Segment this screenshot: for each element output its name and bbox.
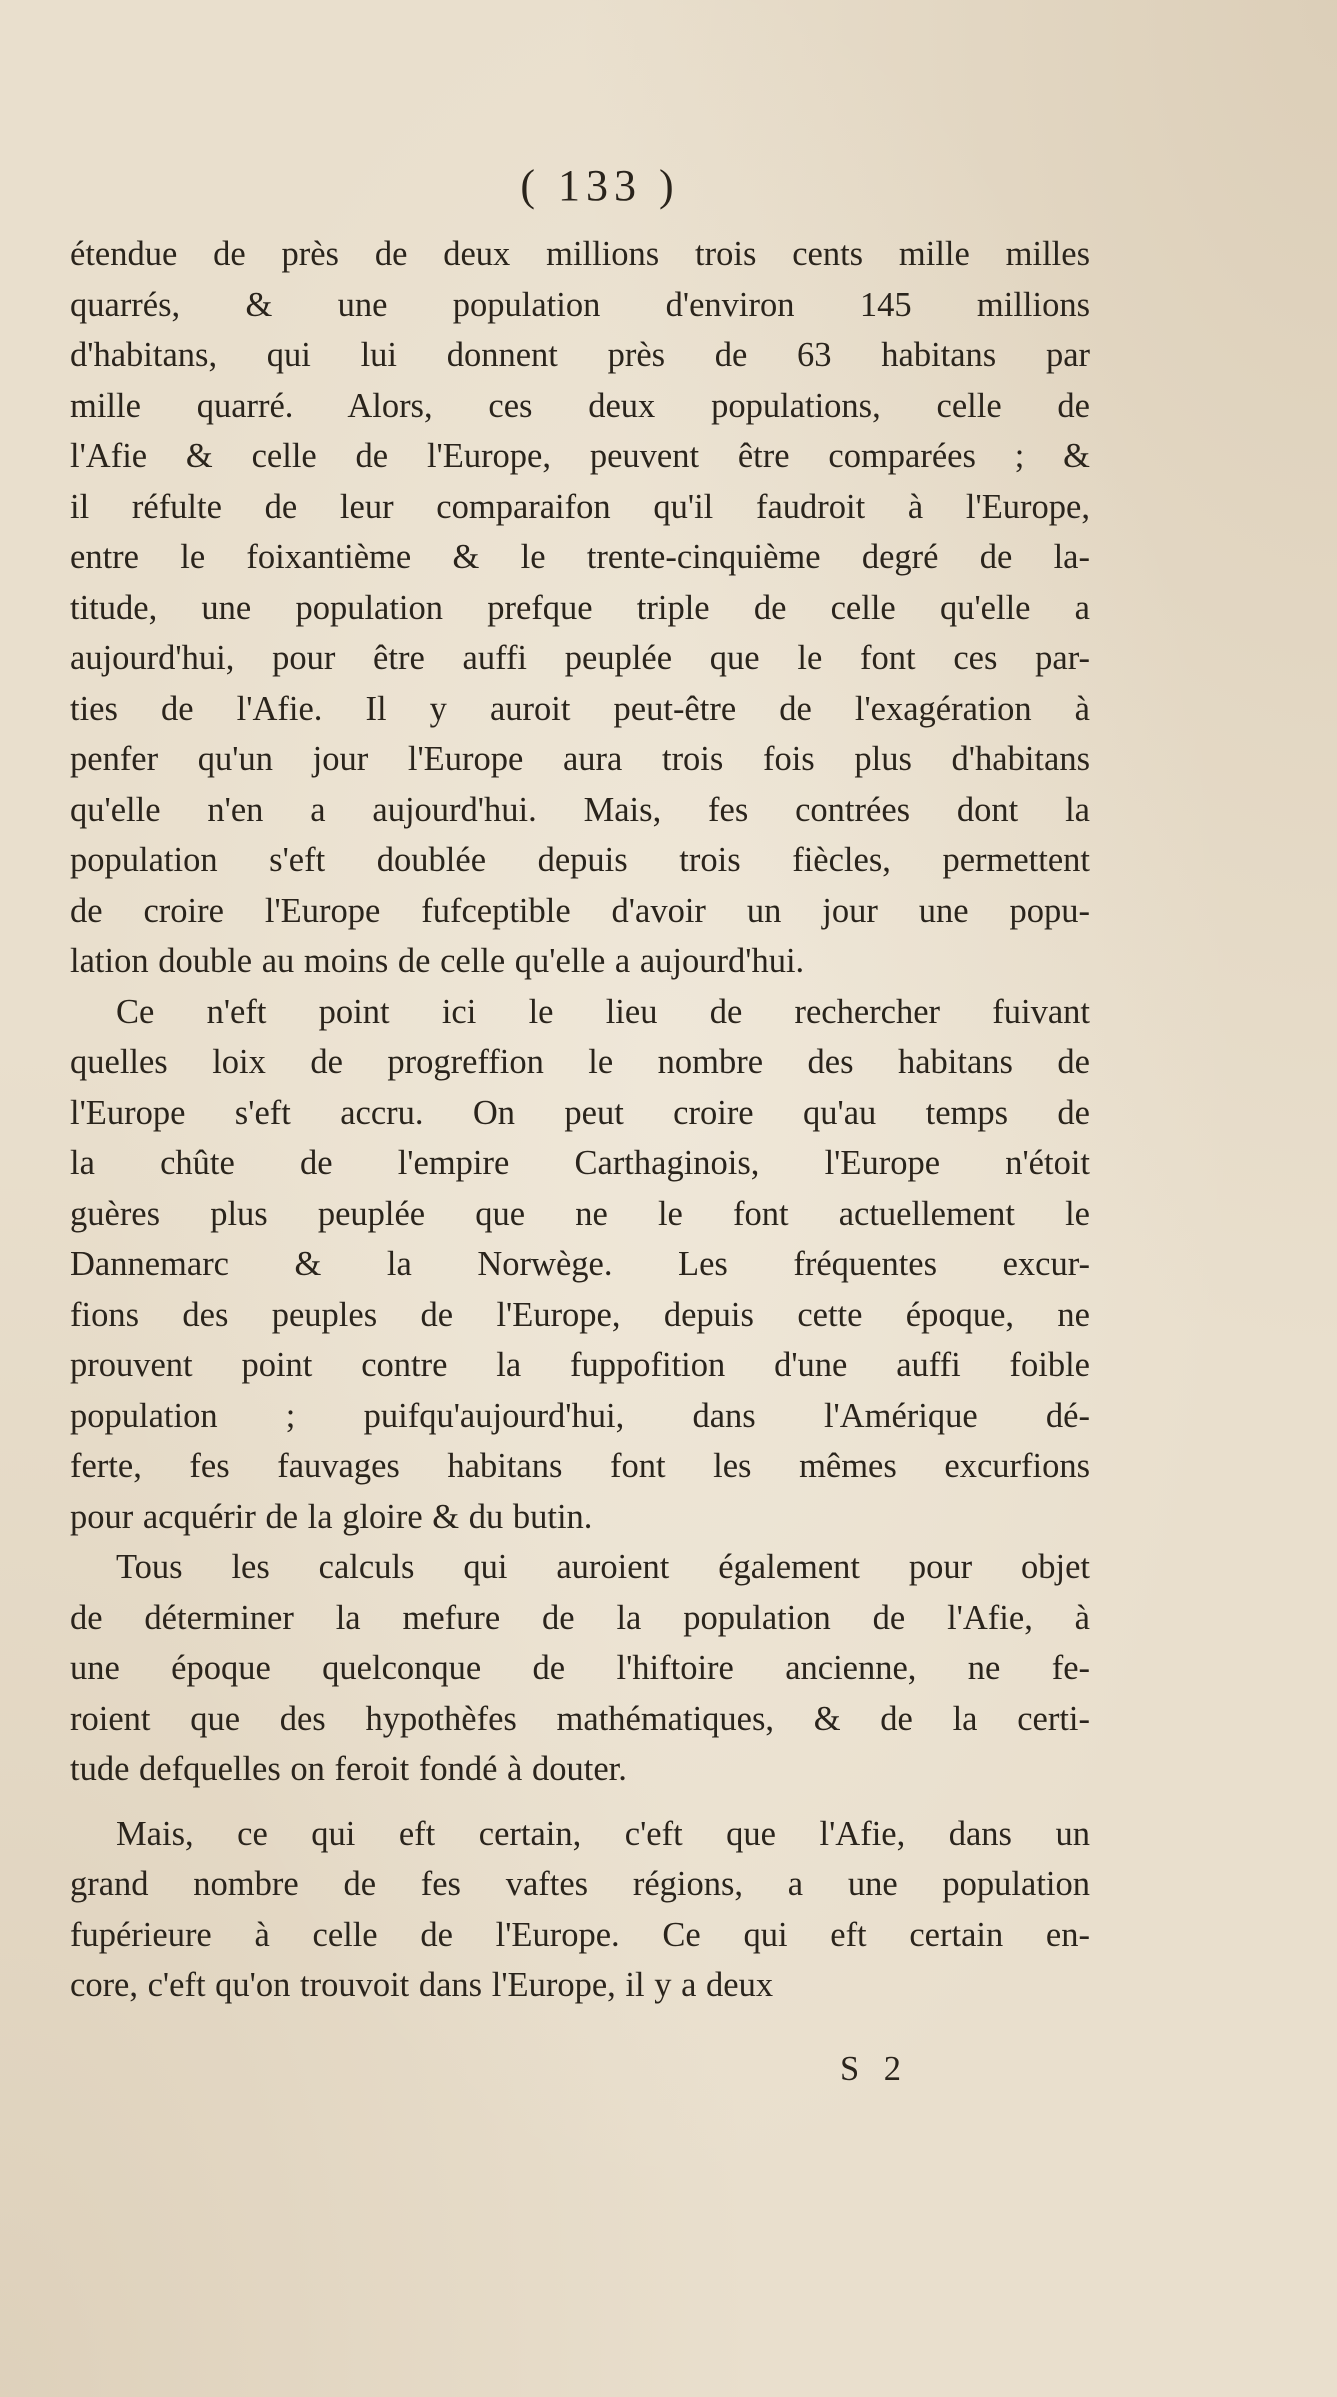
text-line: lation double au moins de celle qu'elle a aujourd'hui. [70, 942, 805, 980]
text-line: fions des peuples de l'Europe, depuis cette époque, ne [70, 1295, 1090, 1334]
text-line: tude defquelles on feroit fondé à douter. [70, 1750, 627, 1788]
text-line: de croire l'Europe fufceptible d'avoir un jour une popu- [70, 891, 1090, 930]
text-line: de déterminer la mefure de la population de l'Afie, à [70, 1598, 1090, 1637]
text-line: d'habitans, qui lui donnent près de 63 habitans par [70, 336, 1090, 374]
text-line: la chûte de l'empire Carthaginois, l'Europe n'étoit [70, 1144, 1090, 1182]
text-line: Ce n'eft point ici le lieu de rechercher fuivant [116, 992, 1090, 1031]
text-line: population ; puifqu'aujourd'hui, dans l'Amérique dé- [70, 1396, 1090, 1435]
text-line: prouvent point contre la fuppofition d'une auffi foible [70, 1346, 1090, 1384]
paragraph [70, 1809, 1090, 2011]
text-line: étendue de près de deux millions trois cents mille milles [70, 235, 1090, 273]
text-line: l'Europe s'eft accru. On peut croire qu'au temps de [70, 1093, 1090, 1132]
text-line: aujourd'hui, pour être auffi peuplée que le font ces par- [70, 639, 1090, 677]
book-page [70, 160, 1090, 2011]
paragraph [70, 229, 1090, 987]
text-line: Mais, ce qui eft certain, c'eft que l'Afie, dans un [116, 1814, 1090, 1853]
text-line: une époque quelconque de l'hiftoire ancienne, ne fe- [70, 1649, 1090, 1687]
body-text [70, 229, 1090, 2011]
paragraph-gap [70, 1795, 1090, 1809]
text-line: pour acquérir de la gloire & du butin. [70, 1497, 593, 1536]
text-line: ferte, fes fauvages habitans font les mêmes excurfions [70, 1447, 1090, 1485]
signature-mark: S 2 [840, 2050, 910, 2088]
text-line: fupérieure à celle de l'Europe. Ce qui eft certain en- [70, 1915, 1090, 1954]
text-line: guères plus peuplée que ne le font actuellement le [70, 1194, 1090, 1233]
text-line: grand nombre de fes vaftes régions, a une population [70, 1865, 1090, 1903]
text-line: l'Afie & celle de l'Europe, peuvent être comparées ; & [70, 437, 1090, 475]
text-line: titude, une population prefque triple de celle qu'elle a [70, 588, 1090, 627]
text-line: il réfulte de leur comparaifon qu'il faudroit à l'Europe, [70, 487, 1090, 526]
text-line: roient que des hypothèfes mathématiques, & de la certi- [70, 1699, 1090, 1738]
text-line: penfer qu'un jour l'Europe aura trois fois plus d'habitans [70, 740, 1090, 778]
text-line: mille quarré. Alors, ces deux populations, celle de [70, 386, 1090, 425]
text-line: quarrés, & une population d'environ 145 millions [70, 285, 1090, 324]
text-line: qu'elle n'en a aujourd'hui. Mais, fes contrées dont la [70, 790, 1090, 829]
text-line: quelles loix de progreffion le nombre des habitans de [70, 1043, 1090, 1081]
page-number-header: ( 133 ) [520, 161, 680, 210]
text-line: Dannemarc & la Norwège. Les fréquentes excur- [70, 1245, 1090, 1283]
text-line: ties de l'Afie. Il y auroit peut-être de l'exagération à [70, 689, 1090, 728]
text-line: population s'eft doublée depuis trois fiècles, permettent [70, 841, 1090, 879]
text-line: core, c'eft qu'on trouvoit dans l'Europe, il y a deux [70, 1966, 774, 2004]
text-line: entre le foixantième & le trente-cinquième degré de la- [70, 538, 1090, 576]
paragraph [70, 987, 1090, 1543]
paragraph [70, 1542, 1090, 1795]
text-line: Tous les calculs qui auroient également pour objet [116, 1548, 1090, 1586]
